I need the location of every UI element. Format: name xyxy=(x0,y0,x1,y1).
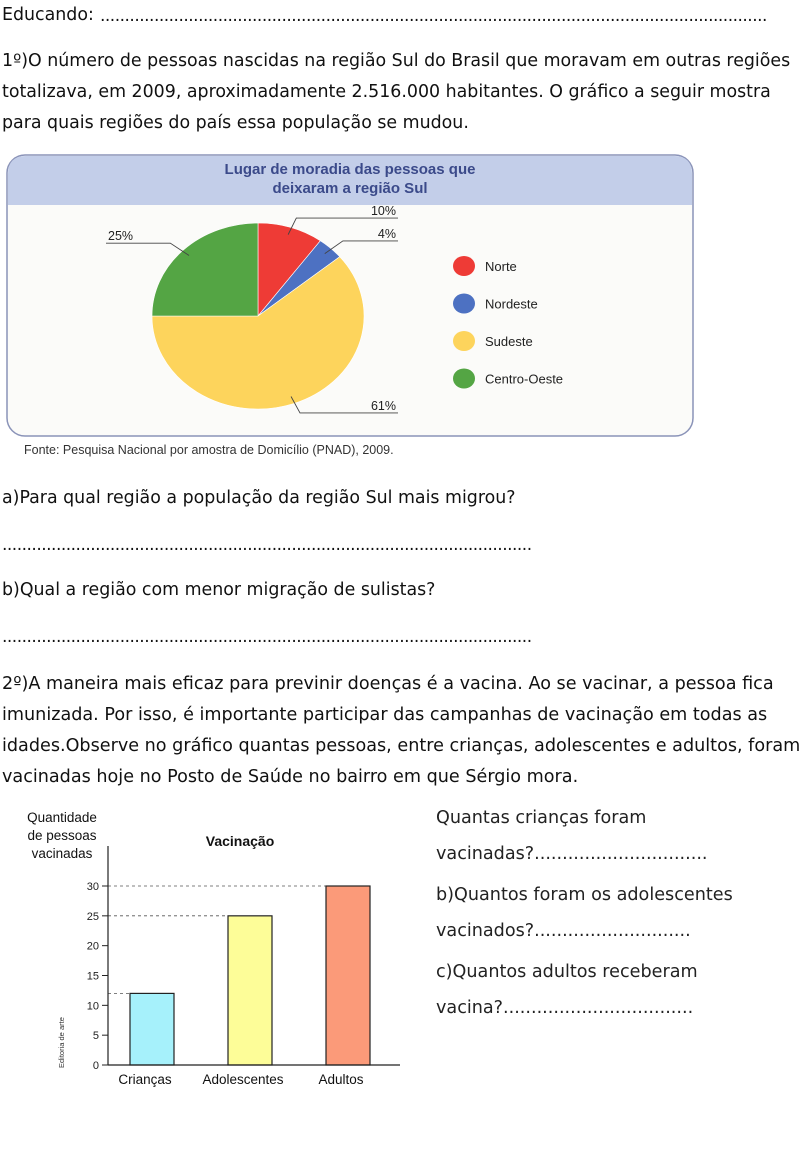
bar-y-tick-label: 30 xyxy=(86,881,99,893)
pie-chart-title-line-1: Lugar de moradia das pessoas que xyxy=(224,161,476,178)
header-answer-line: ........................................................................................................................................ xyxy=(100,6,767,26)
legend-label-centro-oeste: Centro-Oeste xyxy=(485,371,564,387)
q2-side-answer-2: vacinados?............................ xyxy=(436,921,691,941)
pie-label-centro-oeste: 25% xyxy=(108,229,134,244)
q2-line-4: vacinadas hoje no Posto de Saúde no bairro em que Sérgio mora. xyxy=(2,767,579,787)
bar-y-tick-label: 10 xyxy=(86,1000,99,1013)
bar-chart-ylabel-line-2: de pessoas xyxy=(27,828,97,843)
bar-chart-title: Vacinação xyxy=(205,833,275,849)
bar-category-label: Adolescentes xyxy=(202,1072,284,1087)
q1b-answer-line: ............................................................................................................ xyxy=(2,627,532,647)
bar-y-tick-label: 5 xyxy=(92,1030,99,1043)
q2-side-question-2: b)Quantos foram os adolescentes xyxy=(436,885,733,905)
legend-label-nordeste: Nordeste xyxy=(485,296,538,312)
bar-chart-figure xyxy=(0,800,420,1100)
bar-crianc-as xyxy=(130,993,174,1065)
bar-category-label: Crianças xyxy=(118,1072,172,1087)
bar-adolescentes xyxy=(228,916,272,1065)
legend-swatch-nordeste xyxy=(453,294,475,314)
q2-side-answer-3: vacina?.................................. xyxy=(436,998,694,1018)
bar-chart-ylabel-line-1: Quantidade xyxy=(27,810,97,825)
pie-label-nordeste: 4% xyxy=(377,226,396,241)
q1a-question: a)Para qual região a população da região Sul mais migrou? xyxy=(2,488,516,508)
q1-line-3: para quais regiões do país essa população se mudou. xyxy=(2,113,469,133)
bar-adultos xyxy=(326,886,370,1065)
bar-y-tick-label: 25 xyxy=(86,910,99,923)
pie-chart-title-line-2: deixaram a região Sul xyxy=(272,180,428,197)
legend-swatch-centro-oeste xyxy=(453,369,475,389)
q2-line-2: imunizada. Por isso, é importante participar das campanhas de vacinação em todas as xyxy=(2,705,768,725)
q2-side-question-3: c)Quantos adultos receberam xyxy=(436,962,698,982)
q2-line-3: idades.Observe no gráfico quantas pessoas, entre crianças, adolescentes e adultos, foram xyxy=(2,736,801,756)
pie-chart-figure xyxy=(0,150,700,460)
legend-label-norte: Norte xyxy=(485,259,517,274)
q1-line-2: totalizava, em 2009, aproximadamente 2.516.000 habitantes. O gráfico a seguir mostra xyxy=(2,82,771,102)
bar-y-tick-label: 0 xyxy=(92,1060,99,1072)
q1-line-1: 1º)O número de pessoas nascidas na região Sul do Brasil que moravam em outras regiões xyxy=(2,51,791,71)
q2-side-answer-1: vacinadas?............................... xyxy=(436,844,708,864)
q1a-answer-line: ............................................................................................................ xyxy=(2,535,532,555)
bar-category-label: Adultos xyxy=(318,1072,364,1087)
pie-chart-source: Fonte: Pesquisa Nacional por amostra de Domicílio (PNAD), 2009. xyxy=(24,443,394,457)
q1b-question: b)Qual a região com menor migração de sulistas? xyxy=(2,580,436,600)
legend-swatch-sudeste xyxy=(453,331,475,351)
q2-side-question-1: Quantas crianças foram xyxy=(436,808,647,828)
bar-y-tick-label: 20 xyxy=(86,940,99,953)
pie-label-norte: 10% xyxy=(370,204,396,219)
legend-swatch-norte xyxy=(453,256,475,276)
legend-label-sudeste: Sudeste xyxy=(485,334,533,349)
bar-chart-ylabel-line-3: vacinadas xyxy=(31,846,93,861)
bar-chart-side-credit: Editoria de arte xyxy=(57,1017,66,1068)
bar-y-tick-label: 15 xyxy=(86,970,99,983)
q2-line-1: 2º)A maneira mais eficaz para previnir doenças é a vacina. Ao se vacinar, a pessoa fica xyxy=(2,674,774,694)
pie-label-sudeste: 61% xyxy=(370,398,396,413)
header-label: Educando: xyxy=(2,5,94,25)
